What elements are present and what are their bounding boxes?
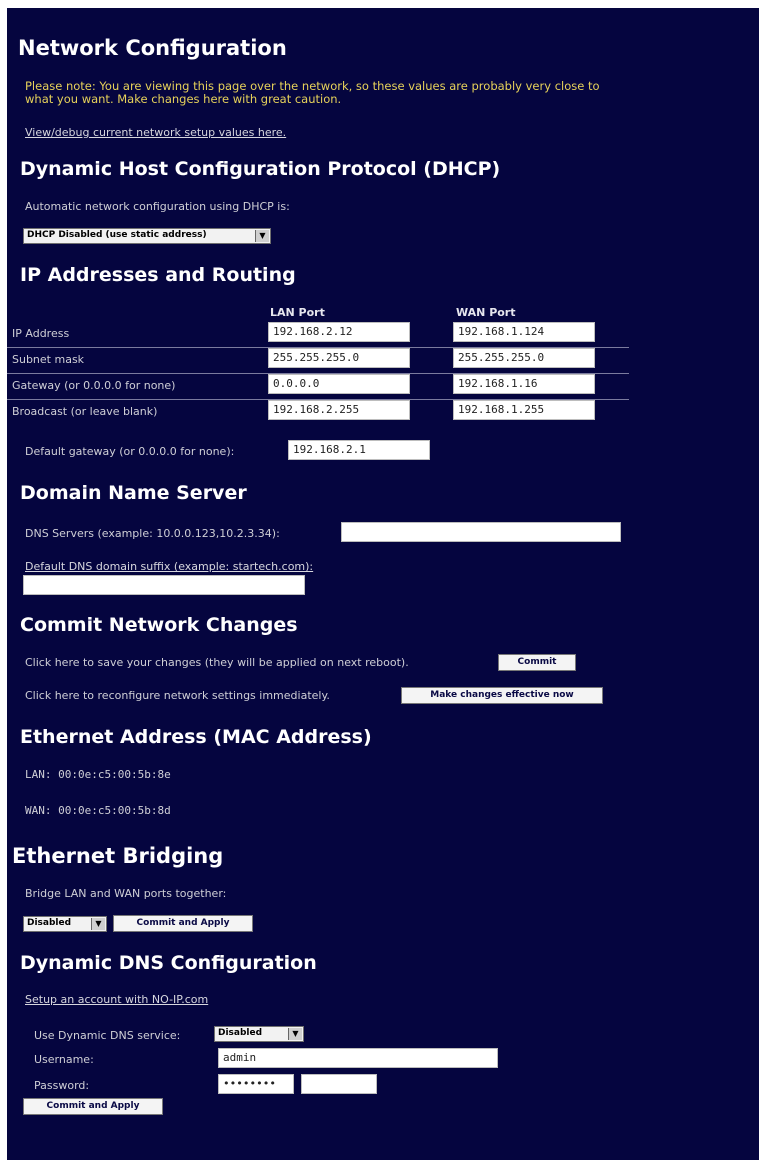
row-label-broadcast: Broadcast (or leave blank) — [12, 405, 158, 418]
chevron-down-icon: ▼ — [255, 230, 269, 242]
dns-servers-input[interactable] — [341, 522, 621, 542]
ddns-heading: Dynamic DNS Configuration — [20, 952, 317, 974]
dhcp-select[interactable] — [23, 228, 271, 244]
bridging-select-value: Disabled — [27, 918, 72, 928]
default-gateway-input[interactable]: 192.168.2.1 — [288, 440, 430, 460]
lan-port-header: LAN Port — [270, 306, 325, 319]
reconfigure-text: Click here to reconfigure network settings immediately. — [25, 689, 330, 702]
lan-subnet-input[interactable]: 255.255.255.0 — [268, 348, 410, 368]
dns-servers-label: DNS Servers (example: 10.0.0.123,10.2.3.34): — [25, 527, 280, 540]
noip-setup-link[interactable]: Setup an account with NO-IP.com — [25, 993, 209, 1006]
wan-gateway-input[interactable]: 192.168.1.16 — [453, 374, 595, 394]
ddns-service-select[interactable] — [214, 1026, 304, 1042]
bridging-select[interactable] — [23, 916, 107, 932]
password-confirm-input[interactable] — [301, 1074, 377, 1094]
row-label-gateway: Gateway (or 0.0.0.0 for none) — [12, 379, 176, 392]
dns-suffix-label: Default DNS domain suffix (example: startech.com): — [25, 560, 314, 573]
ip-heading: IP Addresses and Routing — [20, 264, 296, 286]
default-gateway-label: Default gateway (or 0.0.0.0 for none): — [25, 445, 235, 458]
network-config-panel — [7, 8, 759, 1160]
dhcp-label: Automatic network configuration using DHCP is: — [25, 200, 290, 213]
row-label-ip: IP Address — [12, 327, 70, 340]
mac-lan: LAN: 00:0e:c5:00:5b:8e — [25, 768, 171, 781]
dhcp-select-value: DHCP Disabled (use static address) — [27, 230, 207, 240]
bridging-heading: Ethernet Bridging — [12, 844, 224, 868]
ddns-service-label: Use Dynamic DNS service: — [34, 1029, 181, 1042]
page-title: Network Configuration — [18, 36, 287, 60]
username-label: Username: — [34, 1053, 94, 1066]
wan-broadcast-input[interactable]: 192.168.1.255 — [453, 400, 595, 420]
chevron-down-icon: ▼ — [288, 1028, 302, 1040]
lan-broadcast-input[interactable]: 192.168.2.255 — [268, 400, 410, 420]
mac-heading: Ethernet Address (MAC Address) — [20, 726, 372, 748]
lan-ip-input[interactable]: 192.168.2.12 — [268, 322, 410, 342]
password-label: Password: — [34, 1079, 90, 1092]
dhcp-heading: Dynamic Host Configuration Protocol (DHCP) — [20, 158, 501, 180]
dns-heading: Domain Name Server — [20, 482, 247, 504]
ddns-apply-button[interactable]: Commit and Apply — [23, 1098, 163, 1115]
wan-subnet-input[interactable]: 255.255.255.0 — [453, 348, 595, 368]
ddns-service-value: Disabled — [218, 1028, 263, 1038]
dns-suffix-input[interactable] — [23, 575, 305, 595]
wan-ip-input[interactable]: 192.168.1.124 — [453, 322, 595, 342]
commit-button[interactable]: Commit — [498, 654, 576, 671]
save-changes-text: Click here to save your changes (they will be applied on next reboot). — [25, 656, 409, 669]
username-input[interactable]: admin — [218, 1048, 498, 1068]
make-effective-button[interactable]: Make changes effective now — [401, 687, 603, 704]
mac-wan: WAN: 00:0e:c5:00:5b:8d — [25, 804, 171, 817]
caution-note: Please note: You are viewing this page over the network, so these values are probably very close to what you want. Make changes here with great caution. — [25, 79, 600, 106]
bridging-apply-button[interactable]: Commit and Apply — [113, 915, 253, 932]
chevron-down-icon: ▼ — [91, 918, 105, 930]
debug-link[interactable]: View/debug current network setup values here. — [25, 126, 287, 139]
commit-heading: Commit Network Changes — [20, 614, 298, 636]
bridging-label: Bridge LAN and WAN ports together: — [25, 887, 227, 900]
password-input[interactable]: •••••••• — [218, 1074, 294, 1094]
lan-gateway-input[interactable]: 0.0.0.0 — [268, 374, 410, 394]
wan-port-header: WAN Port — [456, 306, 516, 319]
row-label-subnet: Subnet mask — [12, 353, 85, 366]
